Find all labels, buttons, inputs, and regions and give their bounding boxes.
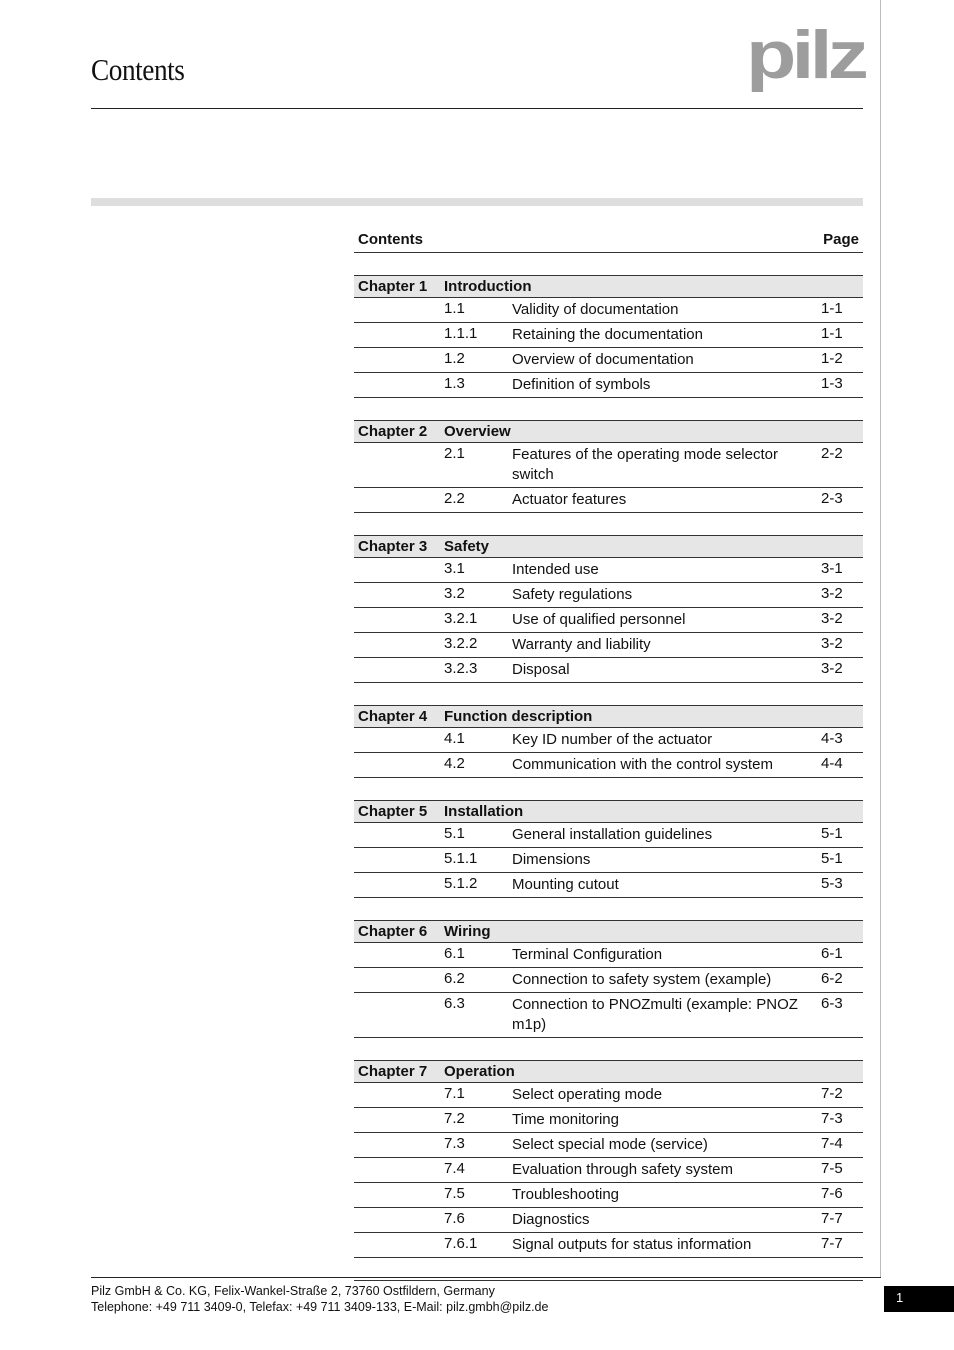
section-bar xyxy=(91,198,863,206)
section-title: Warranty and liability xyxy=(512,636,651,653)
section-title: Mounting cutout xyxy=(512,876,619,893)
toc-entry[interactable] xyxy=(354,1183,863,1208)
toc-chapter xyxy=(354,535,863,683)
section-page: 3-2 xyxy=(821,660,843,677)
section-title: Retaining the documentation xyxy=(512,326,703,343)
section-number: 6.2 xyxy=(444,970,465,987)
section-number: 5.1.1 xyxy=(444,850,478,867)
toc-entry[interactable] xyxy=(354,583,863,608)
section-page: 7-2 xyxy=(821,1085,843,1102)
section-number: 4.2 xyxy=(444,755,465,772)
header-rule xyxy=(91,108,863,109)
section-title: General installation guidelines xyxy=(512,826,713,843)
chapter-title: Safety xyxy=(444,538,490,555)
toc-header-page: Page xyxy=(823,231,859,248)
toc-chapter xyxy=(354,705,863,778)
section-page: 7-7 xyxy=(821,1235,843,1252)
chapter-row[interactable] xyxy=(354,420,863,443)
section-title: Safety regulations xyxy=(512,586,633,603)
chapter-row[interactable] xyxy=(354,800,863,823)
page-margin-line xyxy=(880,0,881,1278)
chapter-row[interactable] xyxy=(354,1060,863,1083)
page-number: 1 xyxy=(896,1290,904,1305)
section-page: 7-6 xyxy=(821,1185,843,1202)
section-page: 4-3 xyxy=(821,730,843,747)
section-page: 7-4 xyxy=(821,1135,843,1152)
toc-entry[interactable] xyxy=(354,323,863,348)
section-page: 5-3 xyxy=(821,875,843,892)
section-page: 6-2 xyxy=(821,970,843,987)
toc-entry[interactable] xyxy=(354,823,863,848)
chapter-label: Chapter 3 xyxy=(358,538,428,555)
toc-entry[interactable] xyxy=(354,1108,863,1133)
section-title: Diagnostics xyxy=(512,1211,590,1228)
toc-entry[interactable] xyxy=(354,298,863,323)
section-number: 7.5 xyxy=(444,1185,465,1202)
footer xyxy=(91,1283,548,1315)
section-number: 7.4 xyxy=(444,1160,465,1177)
toc-chapters xyxy=(354,275,863,1258)
section-page: 3-2 xyxy=(821,635,843,652)
section-page: 1-2 xyxy=(821,350,843,367)
section-number: 7.6 xyxy=(444,1210,465,1227)
section-page: 6-3 xyxy=(821,995,843,1012)
chapter-label: Chapter 5 xyxy=(358,803,428,820)
section-number: 3.2.2 xyxy=(444,635,478,652)
toc-entry[interactable] xyxy=(354,753,863,778)
section-number: 6.1 xyxy=(444,945,465,962)
toc-entry[interactable] xyxy=(354,993,863,1038)
toc-entry[interactable] xyxy=(354,968,863,993)
chapter-label: Chapter 7 xyxy=(358,1063,428,1080)
section-title: Evaluation through safety system xyxy=(512,1161,733,1178)
section-page: 7-3 xyxy=(821,1110,843,1127)
section-title: Dimensions xyxy=(512,851,591,868)
section-page: 3-2 xyxy=(821,610,843,627)
table-of-contents xyxy=(354,228,863,1281)
section-page: 2-2 xyxy=(821,445,843,462)
toc-entry[interactable] xyxy=(354,943,863,968)
chapter-title: Installation xyxy=(444,803,524,820)
section-title: Signal outputs for status information xyxy=(512,1236,752,1253)
toc-entry[interactable] xyxy=(354,633,863,658)
toc-entry[interactable] xyxy=(354,1208,863,1233)
toc-entry[interactable] xyxy=(354,873,863,898)
section-title: Time monitoring xyxy=(512,1111,619,1128)
section-page: 6-1 xyxy=(821,945,843,962)
section-title: Key ID number of the actuator xyxy=(512,731,713,748)
section-title: Troubleshooting xyxy=(512,1186,620,1203)
toc-entry[interactable] xyxy=(354,373,863,398)
toc-header-contents: Contents xyxy=(358,231,423,248)
section-number: 5.1.2 xyxy=(444,875,478,892)
section-page: 5-1 xyxy=(821,825,843,842)
page-title: Contents xyxy=(91,52,185,87)
section-number: 7.2 xyxy=(444,1110,465,1127)
section-title: Intended use xyxy=(512,561,599,578)
toc-chapter xyxy=(354,800,863,898)
section-number: 2.1 xyxy=(444,445,465,462)
section-page: 1-3 xyxy=(821,375,843,392)
chapter-row[interactable] xyxy=(354,275,863,298)
section-number: 7.1 xyxy=(444,1085,465,1102)
section-page: 4-4 xyxy=(821,755,843,772)
toc-header xyxy=(354,228,863,253)
section-page: 5-1 xyxy=(821,850,843,867)
chapter-title: Wiring xyxy=(444,923,491,940)
chapter-title: Function description xyxy=(444,708,593,725)
section-title: Connection to safety system (example) xyxy=(512,971,772,988)
toc-entry[interactable] xyxy=(354,1133,863,1158)
section-title: Disposal xyxy=(512,661,570,678)
chapter-title: Introduction xyxy=(444,278,532,295)
section-title: Definition of symbols xyxy=(512,376,651,393)
section-number: 7.6.1 xyxy=(444,1235,478,1252)
section-page: 7-5 xyxy=(821,1160,843,1177)
section-page: 1-1 xyxy=(821,325,843,342)
section-title: Overview of documentation xyxy=(512,351,694,368)
section-title: Select special mode (service) xyxy=(512,1136,708,1153)
section-number: 6.3 xyxy=(444,995,465,1012)
section-number: 2.2 xyxy=(444,490,465,507)
toc-entry[interactable] xyxy=(354,1158,863,1183)
toc-entry[interactable] xyxy=(354,488,863,513)
pilz-logo xyxy=(746,26,866,96)
footer-address: Pilz GmbH & Co. KG, Felix-Wankel-Straße 2, 73760 Ostfildern, Germany xyxy=(91,1284,495,1298)
section-page: 3-1 xyxy=(821,560,843,577)
chapter-label: Chapter 2 xyxy=(358,423,428,440)
section-number: 1.3 xyxy=(444,375,465,392)
section-number: 3.2.3 xyxy=(444,660,478,677)
toc-entry[interactable] xyxy=(354,608,863,633)
toc-entry[interactable] xyxy=(354,558,863,583)
chapter-label: Chapter 6 xyxy=(358,923,428,940)
section-page: 1-1 xyxy=(821,300,843,317)
section-title: Features of the operating mode selector switch xyxy=(512,446,778,483)
section-title: Select operating mode xyxy=(512,1086,663,1103)
toc-entry[interactable] xyxy=(354,443,863,488)
section-title: Validity of documentation xyxy=(512,301,679,318)
chapter-label: Chapter 1 xyxy=(358,278,428,295)
section-number: 7.3 xyxy=(444,1135,465,1152)
chapter-row[interactable] xyxy=(354,920,863,943)
section-number: 1.1 xyxy=(444,300,465,317)
chapter-row[interactable] xyxy=(354,535,863,558)
section-number: 1.1.1 xyxy=(444,325,478,342)
chapter-row[interactable] xyxy=(354,705,863,728)
section-title: Communication with the control system xyxy=(512,756,773,773)
section-page: 7-7 xyxy=(821,1210,843,1227)
section-number: 3.2.1 xyxy=(444,610,478,627)
chapter-title: Operation xyxy=(444,1063,515,1080)
toc-entry[interactable] xyxy=(354,728,863,753)
footer-rule xyxy=(91,1277,881,1278)
chapter-label: Chapter 4 xyxy=(358,708,428,725)
chapter-title: Overview xyxy=(444,423,511,440)
toc-chapter xyxy=(354,420,863,513)
toc-entry[interactable] xyxy=(354,1233,863,1258)
footer-contact: Telephone: +49 711 3409-0, Telefax: +49 711 3409-133, E-Mail: pilz.gmbh@pilz.de xyxy=(91,1300,549,1314)
page-number-box xyxy=(884,1286,954,1312)
section-page: 3-2 xyxy=(821,585,843,602)
section-number: 4.1 xyxy=(444,730,465,747)
toc-chapter xyxy=(354,1060,863,1258)
toc-chapter xyxy=(354,920,863,1038)
toc-chapter xyxy=(354,275,863,398)
toc-entry[interactable] xyxy=(354,1083,863,1108)
section-page: 2-3 xyxy=(821,490,843,507)
section-number: 1.2 xyxy=(444,350,465,367)
toc-entry[interactable] xyxy=(354,848,863,873)
toc-entry[interactable] xyxy=(354,658,863,683)
section-title: Connection to PNOZmulti (example: PNOZ m1p) xyxy=(512,996,798,1033)
logo-wordmark: pilz xyxy=(746,26,866,93)
section-title: Terminal Configuration xyxy=(512,946,663,963)
section-number: 3.1 xyxy=(444,560,465,577)
section-number: 5.1 xyxy=(444,825,465,842)
toc-entry[interactable] xyxy=(354,348,863,373)
section-number: 3.2 xyxy=(444,585,465,602)
section-title: Actuator features xyxy=(512,491,627,508)
section-title: Use of qualified personnel xyxy=(512,611,686,628)
